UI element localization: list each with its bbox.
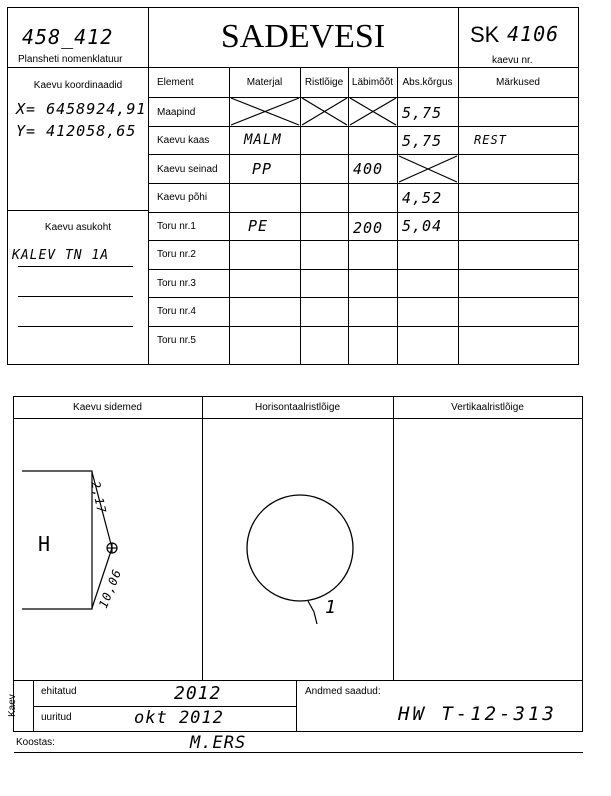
row-element: Toru nr.5 xyxy=(157,335,196,346)
row-element: Toru nr.2 xyxy=(157,249,196,260)
tie-distance-2: 10,06 xyxy=(96,566,125,611)
well-number: 4106 xyxy=(507,22,560,46)
cell-abs-height: 5,75 xyxy=(402,104,443,122)
col-abs-height: Abs.kõrgus xyxy=(402,77,453,88)
cell-diameter: 200 xyxy=(353,219,384,237)
row-element: Kaevu seinad xyxy=(157,164,218,175)
well-prefix: SK xyxy=(470,22,500,47)
nomenclature-value: 458_412 xyxy=(22,25,114,49)
author-label: Koostas: xyxy=(16,737,55,748)
cell-material: PE xyxy=(248,217,269,235)
col-notes: Märkused xyxy=(496,77,540,88)
row-element: Toru nr.1 xyxy=(157,221,196,232)
tie-distance-1: 2,17 xyxy=(88,480,109,516)
row-element: Toru nr.4 xyxy=(157,306,196,317)
sketch-col-horizontal: Horisontaalristlõige xyxy=(254,402,341,413)
col-diameter: Läbimõõt xyxy=(351,77,394,88)
house-letter: H xyxy=(38,532,52,556)
col-element: Element xyxy=(157,77,194,88)
author-value: M.ERS xyxy=(190,733,247,753)
row-element: Maapind xyxy=(157,107,196,118)
row-element: Kaevu põhi xyxy=(157,192,208,203)
data-source-value: HW T-12-313 xyxy=(398,703,557,725)
coordinate-y: Y= 412058,65 xyxy=(16,122,137,140)
cell-abs-height: 5,04 xyxy=(402,217,443,235)
nomenclature-label: Plansheti nomenklatuur xyxy=(18,54,123,65)
cell-abs-height: 5,75 xyxy=(402,132,443,150)
location-label: Kaevu asukoht xyxy=(44,222,112,233)
coordinates-label: Kaevu koordinaadid xyxy=(33,80,123,91)
row-element: Kaevu kaas xyxy=(157,135,210,146)
footer-side-label: Kaev xyxy=(7,694,18,717)
cell-abs-height: 4,52 xyxy=(402,189,443,207)
built-value: 2012 xyxy=(174,683,222,704)
sketch-col-vertical: Vertikaalristlõige xyxy=(451,402,524,413)
row-element: Toru nr.3 xyxy=(157,278,196,289)
renewed-value: okt 2012 xyxy=(134,708,224,728)
built-label: ehitatud xyxy=(41,686,77,697)
well-label: kaevu nr. xyxy=(492,55,533,66)
pipe-label: 1 xyxy=(325,597,337,618)
cell-material: PP xyxy=(252,160,273,178)
cell-diameter: 400 xyxy=(353,160,384,178)
renewed-label: uuritud xyxy=(41,712,72,723)
coordinate-x: X= 6458924,91 xyxy=(16,100,147,118)
cell-material: MALM xyxy=(244,132,282,148)
col-cross-section: Ristlõige xyxy=(304,77,344,88)
page-title: SADEVESI xyxy=(220,18,386,55)
col-material: Materjal xyxy=(246,77,283,88)
data-source-label: Andmed saadud: xyxy=(305,686,381,697)
location-value: KALEV TN 1A xyxy=(12,248,110,263)
sketch-col-ties: Kaevu sidemed xyxy=(73,402,142,413)
cell-notes: REST xyxy=(474,133,507,147)
